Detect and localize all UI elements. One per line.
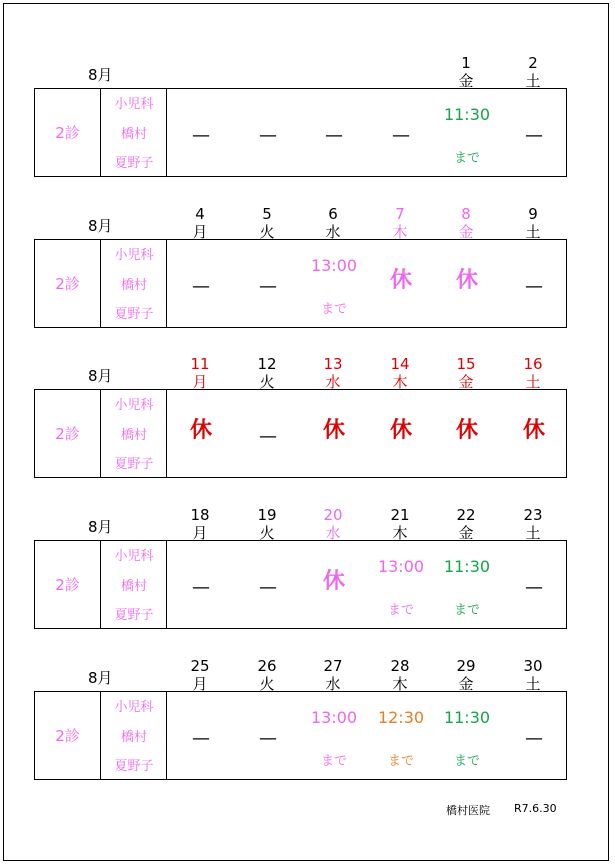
no-change-dash: — <box>192 728 210 749</box>
day-cell <box>437 541 497 627</box>
day-of-week: 金 <box>458 72 474 90</box>
day-number: 12 <box>257 355 277 373</box>
day-header <box>446 657 486 693</box>
day-of-week: 月 <box>192 524 208 542</box>
no-change-dash: — <box>259 125 277 146</box>
no-change-dash: — <box>192 276 210 297</box>
doctor-given-name: 夏野子 <box>114 608 154 623</box>
closed-mark: 休 <box>522 418 545 443</box>
day-header <box>446 355 486 391</box>
day-of-week: 木 <box>392 223 408 241</box>
day-of-week: 木 <box>392 675 408 693</box>
day-of-week: 火 <box>259 223 275 241</box>
doctor-given-name: 夏野子 <box>114 457 154 472</box>
no-change-dash: — <box>525 577 543 598</box>
day-number: 23 <box>523 506 543 524</box>
day-number: 11 <box>190 355 210 373</box>
day-of-week: 火 <box>259 524 275 542</box>
day-of-week: 水 <box>325 373 341 391</box>
clinic-room-label: 2診 <box>55 424 80 443</box>
day-of-week: 金 <box>458 373 474 391</box>
doctor-surname: 橋村 <box>120 579 147 594</box>
day-cell <box>371 240 431 326</box>
day-cell <box>238 390 298 476</box>
day-cell <box>371 89 431 175</box>
day-cell <box>171 541 231 627</box>
day-header <box>513 205 553 241</box>
day-header <box>513 355 553 391</box>
day-of-week: 水 <box>325 223 341 241</box>
day-header <box>380 506 420 542</box>
day-header <box>313 657 353 693</box>
day-cell <box>171 89 231 175</box>
closed-mark: 休 <box>389 418 412 443</box>
day-cell <box>304 692 364 778</box>
day-cell <box>171 692 231 778</box>
day-of-week: 金 <box>458 675 474 693</box>
day-of-week: 火 <box>259 373 275 391</box>
day-of-week: 月 <box>192 223 208 241</box>
day-of-week: 土 <box>525 524 541 542</box>
day-cell <box>304 390 364 476</box>
day-cell <box>304 89 364 175</box>
day-number: 2 <box>528 54 538 72</box>
until-label: まで <box>320 754 347 769</box>
month-label: 8月 <box>88 518 113 536</box>
schedule-row <box>34 691 567 780</box>
day-cell <box>371 692 431 778</box>
day-cell <box>437 89 497 175</box>
day-header <box>180 355 220 391</box>
day-cell <box>238 240 298 326</box>
closed-mark: 休 <box>189 418 212 443</box>
end-time: 11:30 <box>443 708 491 727</box>
day-header <box>313 355 353 391</box>
until-label: まで <box>453 151 480 166</box>
month-label: 8月 <box>88 669 113 687</box>
day-header <box>247 657 287 693</box>
no-change-dash: — <box>192 125 210 146</box>
day-header <box>513 54 553 90</box>
closed-mark: 休 <box>389 268 412 293</box>
day-cell <box>238 541 298 627</box>
day-header <box>446 54 486 90</box>
day-header <box>513 506 553 542</box>
doctor-surname: 橋村 <box>120 278 147 293</box>
end-time: 11:30 <box>443 105 491 124</box>
until-label: まで <box>453 603 480 618</box>
department-label: 小児科 <box>114 398 154 413</box>
day-of-week: 水 <box>325 675 341 693</box>
day-of-week: 金 <box>458 524 474 542</box>
day-cell <box>437 390 497 476</box>
clinic-room-label: 2診 <box>55 726 80 745</box>
day-number: 15 <box>456 355 476 373</box>
day-header <box>380 657 420 693</box>
schedule-row <box>34 540 567 629</box>
day-cell <box>504 89 564 175</box>
day-of-week: 木 <box>392 524 408 542</box>
day-number: 6 <box>328 205 338 223</box>
doctor-surname: 橋村 <box>120 428 147 443</box>
day-of-week: 月 <box>192 373 208 391</box>
end-time: 11:30 <box>443 557 491 576</box>
day-header <box>247 355 287 391</box>
until-label: まで <box>320 302 347 317</box>
day-header <box>380 205 420 241</box>
day-cell <box>238 89 298 175</box>
day-of-week: 土 <box>525 373 541 391</box>
schedule-row <box>34 239 567 328</box>
day-number: 16 <box>523 355 543 373</box>
day-number: 18 <box>190 506 210 524</box>
week-block <box>0 353 615 493</box>
week-block <box>0 203 615 343</box>
footer-clinic-name: 橋村医院 <box>446 804 490 817</box>
day-number: 22 <box>456 506 476 524</box>
until-label: まで <box>453 754 480 769</box>
day-header <box>180 205 220 241</box>
day-header <box>446 205 486 241</box>
day-of-week: 土 <box>525 223 541 241</box>
day-cell <box>437 240 497 326</box>
day-header <box>180 657 220 693</box>
day-number: 25 <box>190 657 210 675</box>
day-number: 1 <box>461 54 471 72</box>
no-change-dash: — <box>192 577 210 598</box>
day-of-week: 金 <box>458 223 474 241</box>
day-cell <box>371 390 431 476</box>
no-change-dash: — <box>392 125 410 146</box>
day-number: 26 <box>257 657 277 675</box>
clinic-room-label: 2診 <box>55 274 80 293</box>
department-label: 小児科 <box>114 248 154 263</box>
week-block <box>0 655 615 795</box>
no-change-dash: — <box>525 125 543 146</box>
day-number: 4 <box>195 205 205 223</box>
day-cell <box>504 692 564 778</box>
day-cell <box>504 390 564 476</box>
day-of-week: 水 <box>325 524 341 542</box>
doctor-given-name: 夏野子 <box>114 156 154 171</box>
day-header <box>446 506 486 542</box>
doctor-given-name: 夏野子 <box>114 759 154 774</box>
day-header <box>313 205 353 241</box>
day-number: 28 <box>390 657 410 675</box>
day-cell <box>171 240 231 326</box>
no-change-dash: — <box>259 426 277 447</box>
day-number: 21 <box>390 506 410 524</box>
footer-date: R7.6.30 <box>514 802 557 815</box>
day-number: 20 <box>323 506 343 524</box>
day-number: 9 <box>528 205 538 223</box>
day-cell <box>371 541 431 627</box>
day-header <box>247 205 287 241</box>
day-number: 19 <box>257 506 277 524</box>
day-cell <box>304 541 364 627</box>
day-number: 30 <box>523 657 543 675</box>
schedule-row <box>34 389 567 478</box>
no-change-dash: — <box>259 577 277 598</box>
month-label: 8月 <box>88 367 113 385</box>
day-cell <box>437 692 497 778</box>
clinic-room-label: 2診 <box>55 575 80 594</box>
day-number: 29 <box>456 657 476 675</box>
no-change-dash: — <box>325 125 343 146</box>
doctor-surname: 橋村 <box>120 730 147 745</box>
no-change-dash: — <box>525 276 543 297</box>
closed-mark: 休 <box>455 418 478 443</box>
closed-mark: 休 <box>322 418 345 443</box>
day-cell <box>304 240 364 326</box>
doctor-surname: 橋村 <box>120 127 147 142</box>
until-label: まで <box>387 603 414 618</box>
closed-mark: 休 <box>322 569 345 594</box>
day-cell <box>171 390 231 476</box>
day-number: 8 <box>461 205 471 223</box>
end-time: 12:30 <box>377 708 425 727</box>
schedule-row <box>34 88 567 177</box>
day-header <box>380 355 420 391</box>
department-label: 小児科 <box>114 549 154 564</box>
day-cell <box>238 692 298 778</box>
day-of-week: 土 <box>525 675 541 693</box>
day-number: 14 <box>390 355 410 373</box>
no-change-dash: — <box>259 276 277 297</box>
week-block <box>0 504 615 644</box>
no-change-dash: — <box>259 728 277 749</box>
month-label: 8月 <box>88 217 113 235</box>
day-of-week: 月 <box>192 675 208 693</box>
month-label: 8月 <box>88 66 113 84</box>
day-of-week: 木 <box>392 373 408 391</box>
end-time: 13:00 <box>310 256 358 275</box>
day-number: 13 <box>323 355 343 373</box>
closed-mark: 休 <box>455 268 478 293</box>
end-time: 13:00 <box>377 557 425 576</box>
day-cell <box>504 541 564 627</box>
day-of-week: 火 <box>259 675 275 693</box>
day-header <box>313 506 353 542</box>
day-header <box>247 506 287 542</box>
day-number: 27 <box>323 657 343 675</box>
department-label: 小児科 <box>114 97 154 112</box>
day-number: 7 <box>395 205 405 223</box>
day-header <box>180 506 220 542</box>
day-of-week: 土 <box>525 72 541 90</box>
day-number: 5 <box>262 205 272 223</box>
clinic-room-label: 2診 <box>55 123 80 142</box>
department-label: 小児科 <box>114 700 154 715</box>
day-cell <box>504 240 564 326</box>
until-label: まで <box>387 754 414 769</box>
end-time: 13:00 <box>310 708 358 727</box>
day-header <box>513 657 553 693</box>
no-change-dash: — <box>525 728 543 749</box>
doctor-given-name: 夏野子 <box>114 307 154 322</box>
week-block <box>0 52 615 192</box>
